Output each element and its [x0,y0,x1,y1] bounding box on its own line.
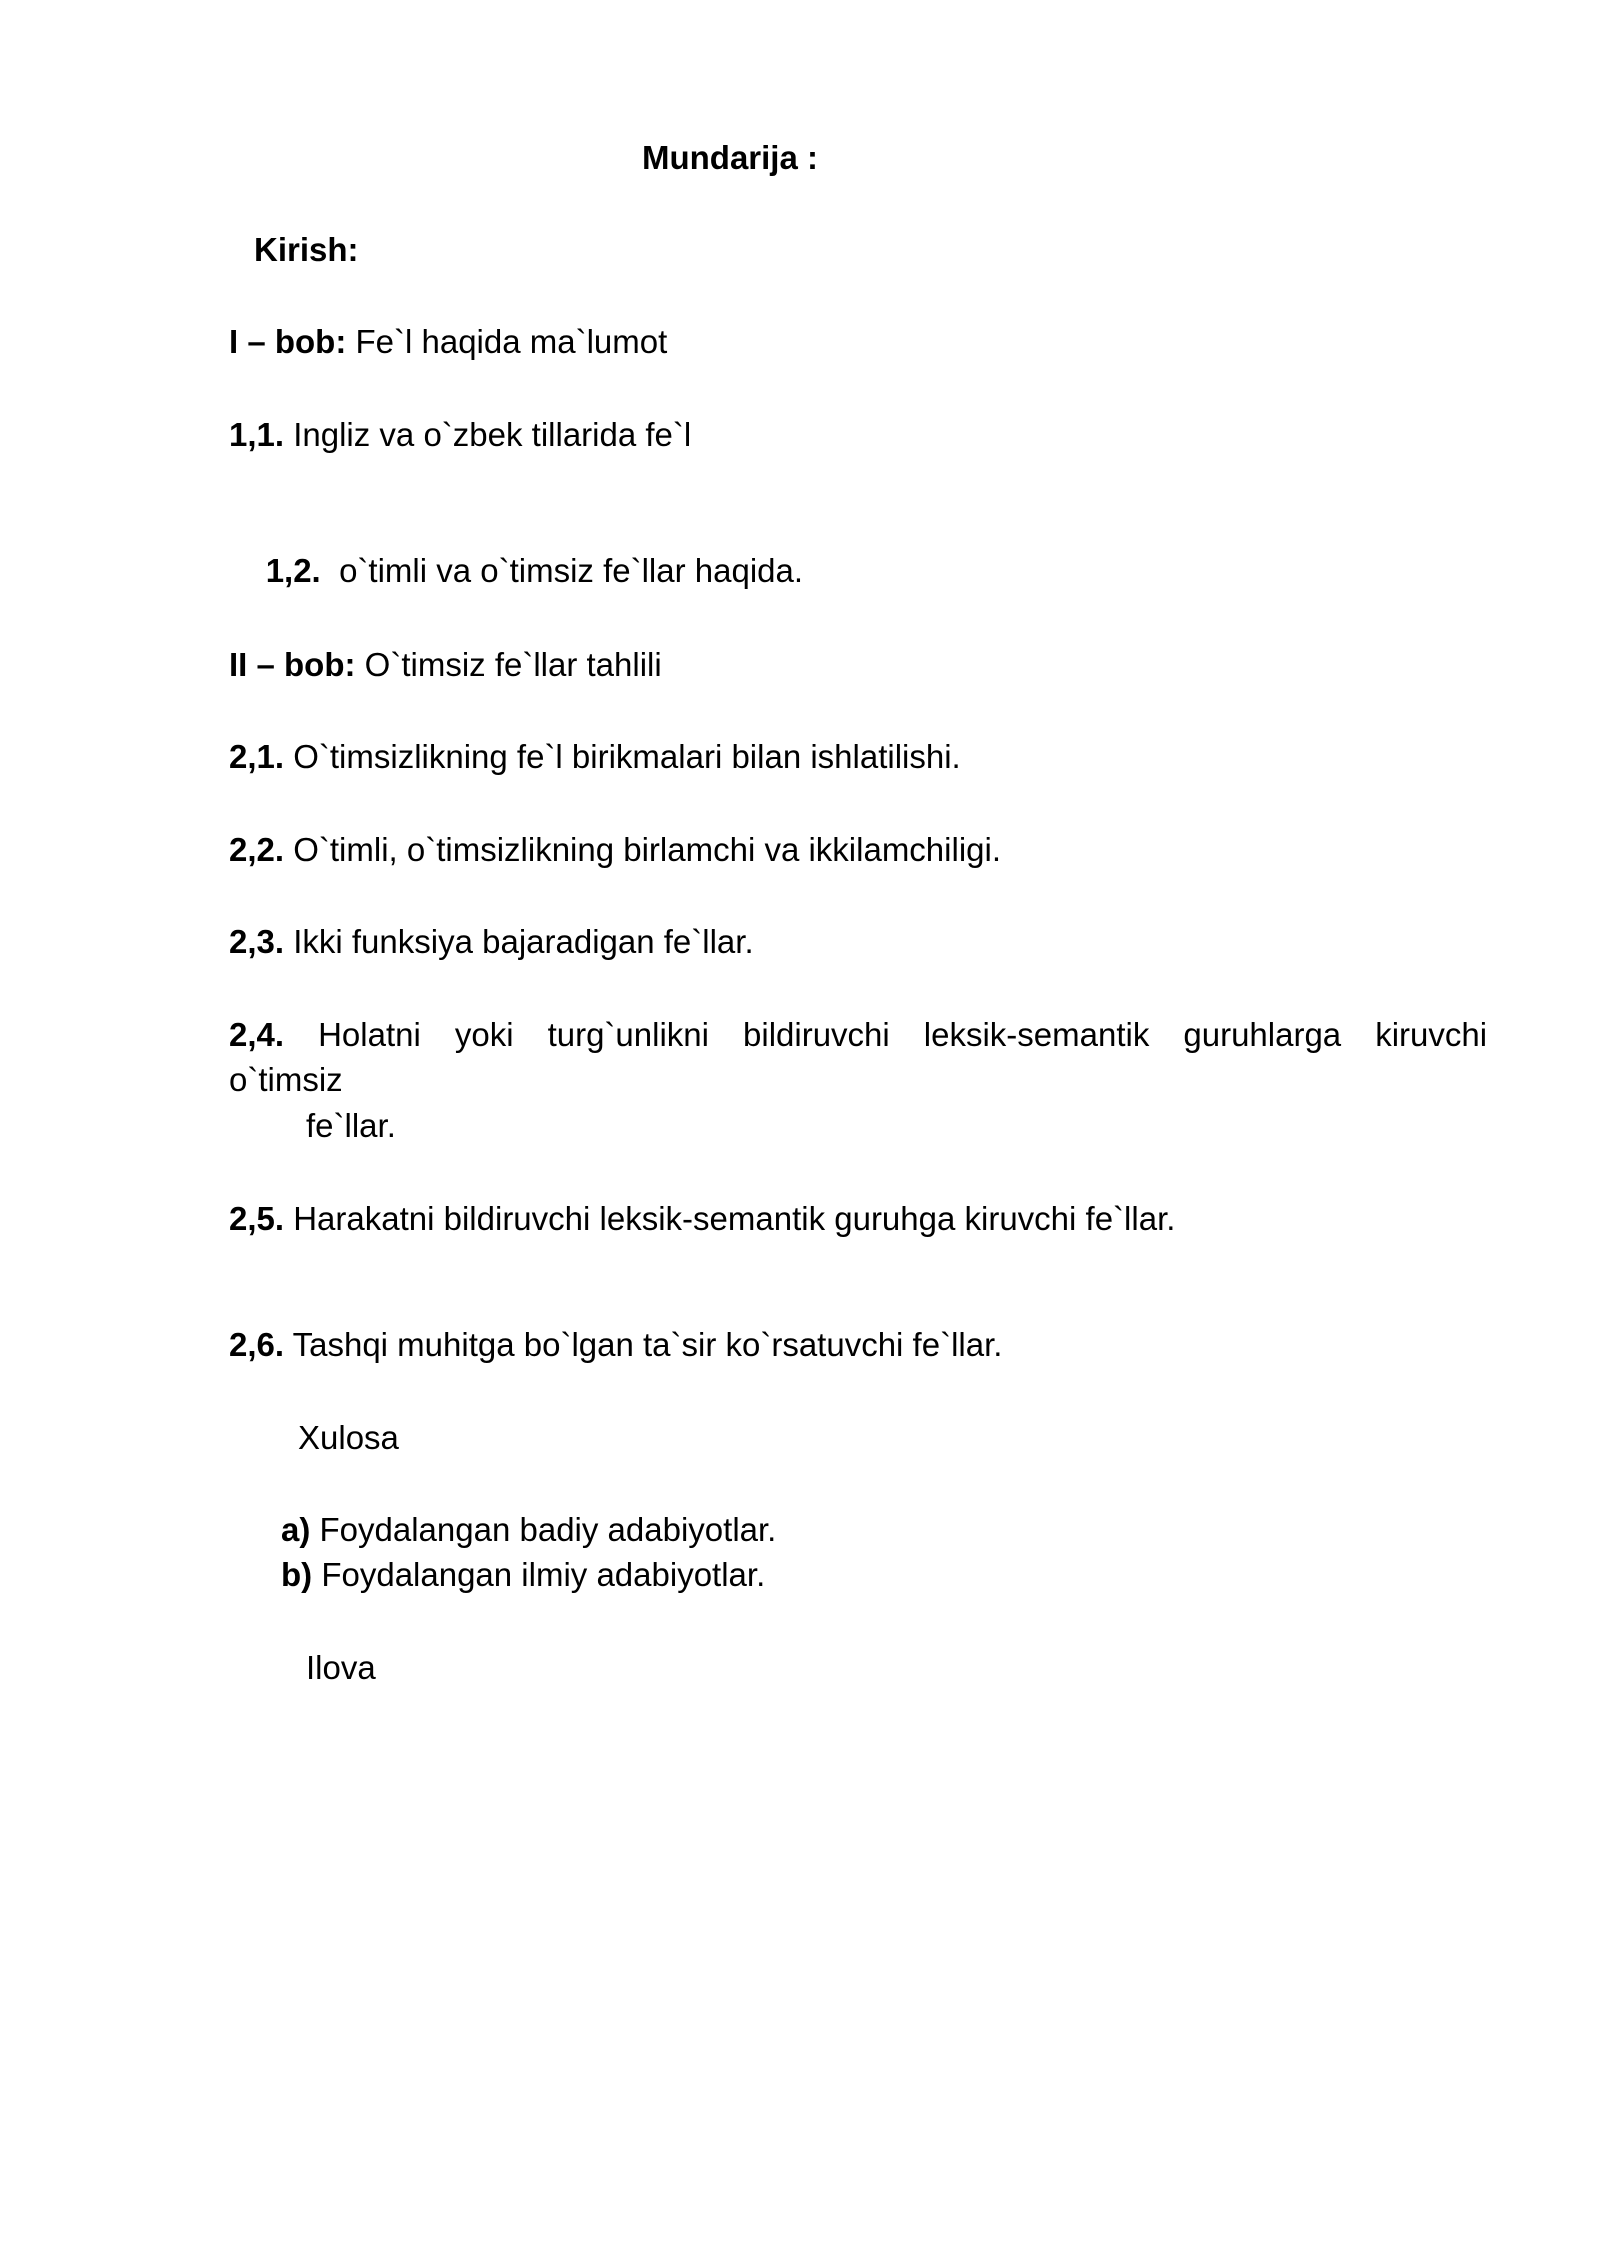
toc-chapter-1 [229,320,667,364]
toc-section-2-2-label: 2,2. [229,831,285,868]
toc-section-2-1-text: O`timsizlikning fe`l birikmalari bilan ishlatilishi. [284,738,961,775]
toc-chapter-2-text: O`timsiz fe`llar tahlili [355,646,662,683]
toc-section-2-4-label: 2,4. [229,1016,285,1053]
toc-appendix: Ilova [306,1649,376,1686]
toc-references-a-text: Foydalangan badiy adabiyotlar. [310,1511,777,1548]
toc-chapter-1-text: Fe`l haqida ma`lumot [346,323,668,360]
toc-references-a-label: a) [281,1511,311,1548]
toc-section-2-3 [229,920,754,964]
toc-chapter-1-label: I – bob: [229,323,347,360]
toc-section-1-1-label: 1,1. [229,416,285,453]
toc-section-2-3-text: Ikki funksiya bajaradigan fe`llar. [284,923,754,960]
toc-section-2-5-label: 2,5. [229,1200,285,1237]
toc-references-b-label: b) [281,1556,313,1593]
toc-section-2-4-word: yoki [454,1016,514,1053]
toc-section-2-1 [229,735,961,779]
toc-section-2-6 [229,1323,1002,1367]
toc-section-1-1 [229,413,691,457]
toc-section-2-6-text: Tashqi muhitga bo`lgan ta`sir ko`rsatuvchi fe`llar. [284,1326,1003,1363]
toc-section-2-2-text: O`timli, o`timsizlikning birlamchi va ikkilamchiligi. [284,831,1002,868]
toc-references-b-text: Foydalangan ilmiy adabiyotlar. [312,1556,766,1593]
toc-section-2-4-word: leksik-semantik [923,1016,1150,1053]
toc-section-2-4-line-1 [229,1013,1487,1057]
toc-section-2-6-label: 2,6. [229,1326,285,1363]
toc-section-2-1-label: 2,1. [229,738,285,775]
toc-references-b [281,1553,765,1597]
toc-section-2-5-text: Harakatni bildiruvchi leksik-semantik guruhga kiruvchi fe`llar. [284,1200,1176,1237]
toc-intro: Kirish: [254,231,359,268]
toc-section-1-2-text: o`timli va o`timsiz fe`llar haqida. [320,552,804,589]
toc-section-2-4-line-3: fe`llar. [306,1107,396,1144]
toc-section-2-4-word: bildiruvchi [743,1016,890,1053]
toc-section-2-4-line-2: o`timsiz [229,1061,343,1098]
toc-references-a [281,1508,776,1552]
page-title: Mundarija : [641,139,818,176]
toc-section-2-4-word: kiruvchi [1375,1016,1488,1053]
toc-conclusion: Xulosa [298,1419,399,1456]
toc-section-2-2 [229,828,1001,872]
toc-section-2-3-label: 2,3. [229,923,285,960]
toc-chapter-2-label: II – bob: [229,646,356,683]
toc-chapter-2 [229,643,662,687]
toc-section-2-4-word: Holatni [318,1016,421,1053]
toc-section-2-5 [229,1197,1175,1241]
toc-section-1-1-text: Ingliz va o`zbek tillarida fe`l [284,416,692,453]
toc-section-1-2 [229,505,803,637]
toc-section-2-4-word: guruhlarga [1183,1016,1342,1053]
toc-section-2-4-word: turg`unlikni [547,1016,709,1053]
toc-section-1-2-label: 1,2. [265,552,321,589]
